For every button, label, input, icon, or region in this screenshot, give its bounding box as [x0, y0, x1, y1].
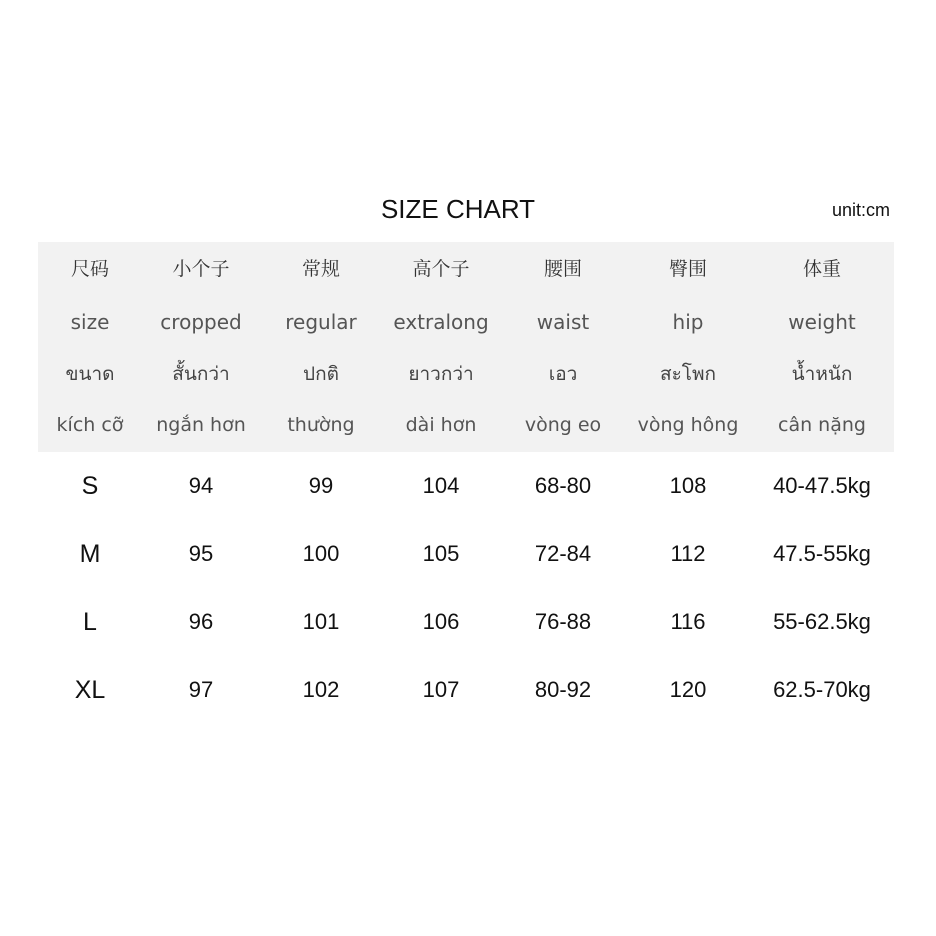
unit-label: unit:cm: [831, 200, 890, 220]
header-size-th: ขนาด: [65, 363, 115, 385]
cell-size: XL: [74, 676, 106, 704]
header-hip-vi: vòng hông: [637, 414, 739, 436]
header-waist-vi: vòng eo: [524, 414, 602, 436]
header-extralong-zh: 高个子: [412, 258, 470, 280]
table-row-l: [38, 598, 894, 646]
cell-cropped: 97: [188, 677, 214, 702]
table-row-s: [38, 462, 894, 510]
chart-title: SIZE CHART: [380, 194, 536, 224]
header-waist-th: เอว: [548, 363, 578, 385]
header-regular-vi: thường: [287, 414, 355, 436]
cell-weight: 55-62.5kg: [773, 609, 871, 634]
header-cropped-zh: 小个子: [172, 258, 230, 280]
header-row-vietnamese: [38, 405, 894, 445]
cell-waist: 80-92: [534, 677, 592, 702]
cell-weight: 62.5-70kg: [773, 677, 871, 702]
header-size-en: size: [70, 310, 110, 334]
cell-size: M: [79, 540, 101, 568]
header-regular-zh: 常规: [301, 258, 340, 280]
cell-waist: 76-88: [534, 609, 592, 634]
cell-hip: 108: [669, 473, 707, 498]
header-weight-vi: cân nặng: [778, 414, 866, 436]
cell-size: S: [81, 472, 99, 500]
cell-extralong: 104: [422, 473, 460, 498]
cell-regular: 101: [302, 609, 340, 634]
cell-cropped: 95: [188, 541, 214, 566]
cell-cropped: 94: [188, 473, 214, 498]
header-extralong-th: ยาวกว่า: [408, 363, 474, 385]
cell-regular: 99: [308, 473, 334, 498]
cell-extralong: 107: [422, 677, 460, 702]
header-regular-th: ปกติ: [303, 363, 339, 385]
header-size-zh: 尺码: [70, 258, 109, 280]
header-weight-en: weight: [788, 310, 856, 334]
header-row-english: [38, 302, 894, 342]
header-size-vi: kích cỡ: [56, 414, 124, 436]
cell-hip: 116: [670, 609, 706, 634]
cell-hip: 112: [670, 541, 706, 566]
header-regular-en: regular: [285, 310, 357, 334]
header-waist-en: waist: [536, 310, 590, 334]
header-hip-zh: 臀围: [668, 258, 707, 280]
cell-extralong: 105: [422, 541, 460, 566]
header-weight-zh: 体重: [802, 258, 841, 280]
header-hip-en: hip: [672, 310, 704, 334]
cell-hip: 120: [669, 677, 707, 702]
cell-weight: 47.5-55kg: [773, 541, 871, 566]
cell-weight: 40-47.5kg: [773, 473, 871, 498]
header-row-chinese: [38, 249, 894, 289]
header-row-thai: [38, 354, 894, 394]
cell-regular: 102: [302, 677, 340, 702]
header-hip-th: สะโพก: [659, 363, 717, 385]
header-extralong-vi: dài hơn: [405, 414, 477, 436]
cell-regular: 100: [302, 541, 340, 566]
header-waist-zh: 腰围: [543, 258, 582, 280]
table-row-xl: [38, 666, 894, 714]
header-panel: [38, 242, 894, 452]
cell-cropped: 96: [188, 609, 214, 634]
cell-size: L: [83, 608, 97, 636]
header-cropped-en: cropped: [160, 310, 242, 334]
header-cropped-th: สั้นกว่า: [172, 363, 230, 385]
header-weight-th: น้ำหนัก: [791, 363, 853, 385]
cell-waist: 68-80: [534, 473, 592, 498]
header-extralong-en: extralong: [393, 310, 489, 334]
header-cropped-vi: ngắn hơn: [156, 414, 246, 436]
cell-extralong: 106: [422, 609, 460, 634]
table-row-m: [38, 530, 894, 578]
cell-waist: 72-84: [534, 541, 592, 566]
